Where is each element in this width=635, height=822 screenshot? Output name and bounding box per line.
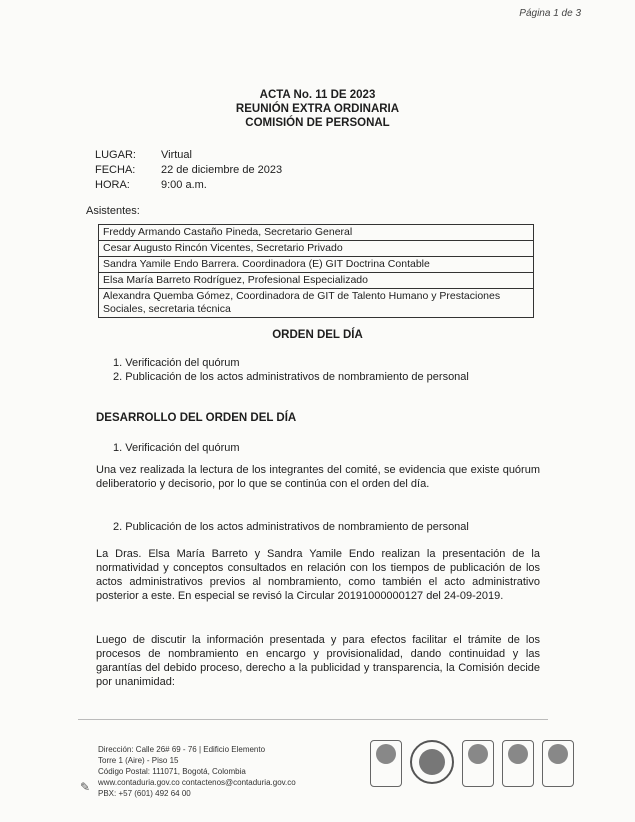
table-row [99,273,534,289]
meta-value: 22 de diciembre de 2023 [161,164,283,176]
certification-seal-icon [370,740,402,787]
attendee-cell: Freddy Armando Castaño Pineda, Secretario General [99,225,534,241]
attendees-table [98,224,534,318]
meta-label: HORA: [95,179,130,191]
table-row [99,289,534,318]
dev-item-2: 2. Publicación de los actos administrativos de nombramiento de personal [113,521,469,533]
list-item: 2. Publicación de los actos administrativos de nombramiento de personal [113,371,469,383]
table-row [99,257,534,273]
meta-row-hora [95,178,282,193]
title-line-2: REUNIÓN EXTRA ORDINARIA [235,103,400,115]
attendee-cell: Alexandra Quemba Gómez, Coordinadora de GIT de Talento Humano y Prestaciones Sociales, secretaria técnica [99,289,534,318]
attendee-cell: Cesar Augusto Rincón Vicentes, Secretario Privado [99,241,534,257]
paragraph-quorum: Una vez realizada la lectura de los integrantes del comité, se evidencia que existe quórum deliberatorio y decisorio, por lo que se continúa con el orden del día. [96,464,540,490]
meeting-details [95,148,282,193]
development-heading: DESARROLLO DEL ORDEN DEL DÍA [96,412,297,424]
dev-item-1: 1. Verificación del quórum [113,442,240,454]
footer-tower: Torre 1 (Aire) - Piso 15 [98,756,179,765]
meta-label: LUGAR: [95,149,136,161]
certification-seal-icon [502,740,534,787]
attendees-label: Asistentes: [86,205,140,217]
meta-label: FECHA: [95,164,136,176]
table-row [99,241,534,257]
list-item: 1. Verificación del quórum [113,357,240,369]
certification-seal-icon [542,740,574,787]
attendee-cell: Elsa María Barreto Rodríguez, Profesional Especializado [99,273,534,289]
footer-contact [98,744,296,799]
page-number: Página 1 de 3 [519,8,581,19]
scribble-mark-icon: ✎ [80,780,91,794]
agenda-heading: ORDEN DEL DÍA [272,329,363,341]
round-seal-icon [410,740,454,784]
meta-value: 9:00 a.m. [161,179,207,191]
meta-row-lugar [95,148,282,163]
title-line-3: COMISIÓN DE PERSONAL [245,117,390,129]
certification-seal-icon [462,740,494,787]
certification-seals [370,740,574,787]
footer-address: Dirección: Calle 26# 69 - 76 | Edificio Elemento [98,745,266,754]
attendee-cell: Sandra Yamile Endo Barrera. Coordinadora (E) GIT Doctrina Contable [99,257,534,273]
footer-postal: Código Postal: 111071, Bogotá, Colombia [98,767,246,776]
title-line-1: ACTA No. 11 DE 2023 [259,89,376,101]
table-row [99,225,534,241]
paragraph-presentation: La Dras. Elsa María Barreto y Sandra Yamile Endo realizan la presentación de la normatividad y conceptos consultados en relación con los tiempos de publicación de los actos administrativos previos al nombramiento, como también el acto administrativo posterior a este. En especial se revisó la Circular 20191000000127 del 24-09-2019. [96,548,540,602]
footer-divider [78,719,548,720]
footer-web[interactable]: www.contaduria.gov.co contactenos@contaduria.gov.co [98,778,296,787]
agenda-list [113,356,469,384]
meta-value: Virtual [161,149,192,161]
footer-phone: PBX: +57 (601) 492 64 00 [98,789,191,798]
meta-row-fecha [95,163,282,178]
document-title [0,88,635,130]
paragraph-decision: Luego de discutir la información presentada y para efectos facilitar el trámite de los procesos de nombramiento en encargo y provisionalidad, dando continuidad y las garantías del debido proceso, derecho a la publicidad y transparencia, la Comisión decide por unanimidad: [96,634,540,688]
